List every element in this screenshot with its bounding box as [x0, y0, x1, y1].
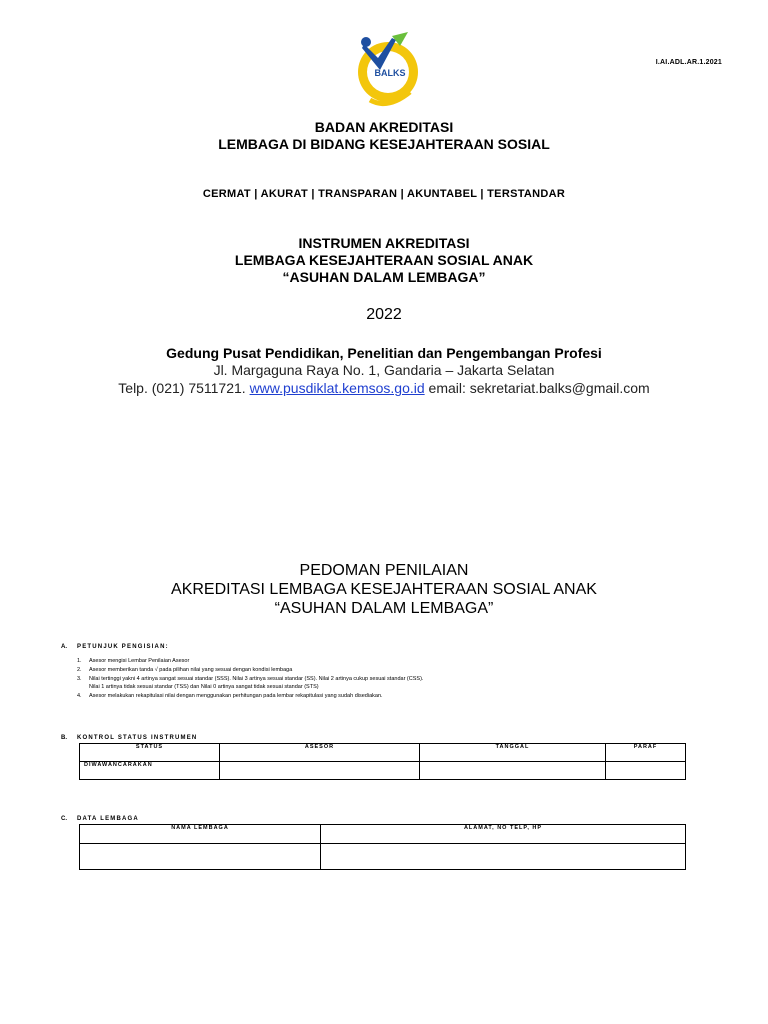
alamat-cell[interactable] — [321, 844, 686, 870]
email: email: sekretariat.balks@gmail.com — [424, 380, 650, 396]
nama-lembaga-cell[interactable] — [80, 844, 321, 870]
section-b-title: KONTROL STATUS INSTRUMEN — [77, 735, 198, 741]
instrument-title-line1: INSTRUMEN AKREDITASI — [298, 235, 470, 251]
instruction-list — [77, 657, 423, 701]
table-header: ALAMAT, NO TELP, HP — [321, 825, 686, 844]
table-header-row — [80, 825, 686, 844]
asesor-cell[interactable] — [220, 762, 420, 780]
section-b-heading — [61, 735, 197, 741]
guide-title — [0, 561, 768, 618]
status-cell: DIWAWANCARAKAN — [80, 762, 220, 780]
section-c-letter: C. — [61, 816, 67, 822]
list-item: 3. Nilai tertinggi yakni 4 artinya sangat sesuai standar (SSS). Nilai 3 artinya sesuai standar (SS). Nilai 2 artinya cukup sesuai standar (CSS). Nilai 1 artinya tidak sesuai standar (TSS) dan Nilai 0 artinya sangat tidak sesuai standar (STS) — [77, 675, 424, 691]
paraf-cell[interactable] — [606, 762, 686, 780]
contact-line — [0, 379, 768, 397]
year: 2022 — [366, 306, 402, 323]
section-c-heading — [61, 816, 139, 822]
org-title-line2: LEMBAGA DI BIDANG KESEJAHTERAAN SOSIAL — [218, 136, 550, 152]
table-header: NAMA LEMBAGA — [80, 825, 321, 844]
website-link[interactable]: www.pusdiklat.kemsos.go.id — [249, 380, 425, 396]
section-a-heading — [61, 644, 169, 650]
building-name: Gedung Pusat Pendidikan, Penelitian dan Pengembangan Profesi — [166, 345, 602, 361]
svg-text:BALKS: BALKS — [374, 68, 406, 78]
street-address: Jl. Margaguna Raya No. 1, Gandaria – Jakarta Selatan — [213, 362, 555, 378]
section-a-letter: A. — [61, 644, 67, 650]
telephone: Telp. (021) 7511721. — [118, 380, 250, 396]
document-code: I.AI.ADL.AR.1.2021 — [655, 59, 722, 66]
list-item: 1. Asesor mengisi Lembar Penilaian Asesor — [77, 658, 190, 664]
section-a-title: PETUNJUK PENGISIAN: — [77, 644, 169, 650]
table-header: PARAF — [606, 744, 686, 762]
table-header-row — [80, 744, 686, 762]
org-title-line1: BADAN AKREDITASI — [314, 119, 454, 135]
section-c-title: DATA LEMBAGA — [77, 816, 139, 822]
table-row — [80, 844, 686, 870]
status-table — [79, 743, 686, 780]
values-tagline: CERMAT | AKURAT | TRANSPARAN | AKUNTABEL | TERSTANDAR — [202, 188, 566, 200]
guide-title-line3: “ASUHAN DALAM LEMBAGA” — [274, 600, 494, 617]
table-header: STATUS — [80, 744, 220, 762]
table-header: ASESOR — [220, 744, 420, 762]
tanggal-cell[interactable] — [420, 762, 606, 780]
institution-table — [79, 824, 686, 870]
section-b-letter: B. — [61, 735, 67, 741]
instrument-title — [0, 235, 768, 286]
balks-logo — [352, 30, 420, 108]
list-item: 4. Asesor melakukan rekapitulasi nilai dengan menggunakan perhitungan pada lembar rekapitulasi yang sudah disediakan. — [77, 693, 383, 700]
table-header: TANGGAL — [420, 744, 606, 762]
instrument-title-line3: “ASUHAN DALAM LEMBAGA” — [282, 269, 486, 285]
list-item: 2. Asesor memberikan tanda √ pada pilihan nilai yang sesuai dengan kondisi lembaga — [77, 666, 293, 673]
org-title — [0, 119, 768, 153]
instrument-title-line2: LEMBAGA KESEJAHTERAAN SOSIAL ANAK — [234, 252, 534, 268]
table-row — [80, 762, 686, 780]
guide-title-line2: AKREDITASI LEMBAGA KESEJAHTERAAN SOSIAL ANAK — [171, 581, 597, 598]
guide-title-line1: PEDOMAN PENILAIAN — [299, 562, 469, 579]
